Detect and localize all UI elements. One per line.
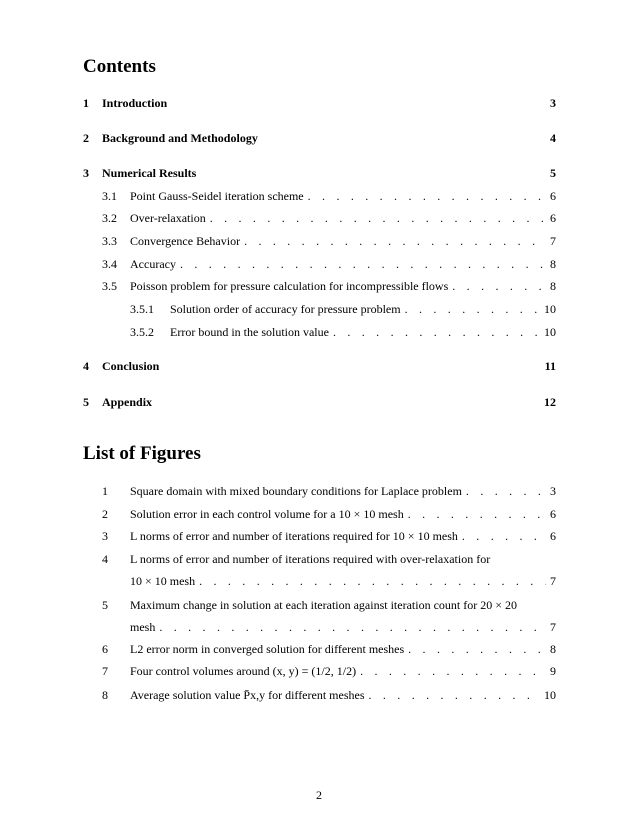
figure-entry-3[interactable]: [102, 529, 556, 544]
figure-number: 5: [102, 598, 108, 612]
subsection-page: 8: [550, 257, 556, 271]
section-page: 3: [550, 96, 556, 110]
contents-heading: Contents: [83, 56, 156, 77]
figure-entry-8[interactable]: [102, 688, 556, 703]
figure-title: Average solution value P̄x,y for different meshes: [130, 688, 365, 702]
figure-number: 2: [102, 507, 108, 521]
subsection-page: 6: [550, 189, 556, 203]
figure-title: Maximum change in solution at each iteration against iteration count for 20 × 20: [130, 598, 517, 612]
subsection-number: 3.1: [102, 189, 117, 203]
toc-subsection-3-1[interactable]: [102, 189, 556, 204]
figure-page: 7: [550, 574, 556, 588]
subsubsection-number: 3.5.2: [130, 325, 154, 339]
toc-subsection-3-4[interactable]: [102, 257, 556, 272]
toc-subsection-3-3[interactable]: [102, 234, 556, 249]
subsection-title: Accuracy: [130, 257, 176, 271]
toc-section-3[interactable]: [83, 166, 556, 181]
subsection-number: 3.2: [102, 211, 117, 225]
figure-entry-4-line-2[interactable]: [130, 574, 556, 589]
figure-page: 6: [550, 507, 556, 521]
figure-entry-7[interactable]: [102, 664, 556, 679]
subsubsection-title: Error bound in the solution value: [170, 325, 329, 339]
dot-leader: [369, 688, 541, 703]
dot-leader: [360, 664, 546, 679]
section-number: 1: [83, 96, 89, 110]
subsubsection-number: 3.5.1: [130, 302, 154, 316]
figure-number: 7: [102, 664, 108, 678]
figure-entry-5-line-1[interactable]: [102, 598, 556, 613]
section-number: 5: [83, 395, 89, 409]
figure-title-continued: mesh: [130, 620, 156, 634]
subsection-number: 3.3: [102, 234, 117, 248]
section-title: Numerical Results: [102, 166, 197, 180]
figure-entry-6[interactable]: [102, 642, 556, 657]
figure-number: 1: [102, 484, 108, 498]
subsubsection-page: 10: [544, 302, 556, 316]
subsection-number: 3.4: [102, 257, 117, 271]
dot-leader: [405, 302, 540, 317]
section-title: Conclusion: [102, 359, 160, 373]
dot-leader: [408, 642, 546, 657]
toc-subsubsection-3-5-1[interactable]: [130, 302, 556, 317]
figure-entry-4-line-1[interactable]: [102, 552, 556, 567]
section-title: Introduction: [102, 96, 168, 110]
toc-section-5[interactable]: [83, 395, 556, 410]
toc-subsection-3-2[interactable]: [102, 211, 556, 226]
figure-title: Square domain with mixed boundary conditions for Laplace problem: [130, 484, 462, 498]
subsubsection-page: 10: [544, 325, 556, 339]
dot-leader: [408, 507, 546, 522]
section-number: 2: [83, 131, 89, 145]
figure-page: 6: [550, 529, 556, 543]
dot-leader: [452, 279, 546, 294]
figure-number: 8: [102, 688, 108, 702]
dot-leader: [180, 257, 546, 272]
section-number: 4: [83, 359, 89, 373]
figure-page: 10: [544, 688, 556, 702]
dot-leader: [333, 325, 540, 340]
subsubsection-title: Solution order of accuracy for pressure problem: [170, 302, 401, 316]
figure-page: 8: [550, 642, 556, 656]
dot-leader: [199, 574, 546, 589]
subsection-title: Poisson problem for pressure calculation for incompressible flows: [130, 279, 449, 293]
figure-page: 3: [550, 484, 556, 498]
toc-subsection-3-5[interactable]: [102, 279, 556, 294]
figure-title: L2 error norm in converged solution for different meshes: [130, 642, 405, 656]
subsection-page: 8: [550, 279, 556, 293]
figure-title: Four control volumes around (x, y) = (1/2, 1/2): [130, 664, 357, 678]
section-page: 4: [550, 131, 556, 145]
subsection-title: Convergence Behavior: [130, 234, 241, 248]
dot-leader: [466, 484, 546, 499]
subsection-page: 7: [550, 234, 556, 248]
dot-leader: [210, 211, 546, 226]
section-title: Appendix: [102, 395, 153, 409]
figure-number: 4: [102, 552, 108, 566]
figure-title: L norms of error and number of iterations required with over-relaxation for: [130, 552, 491, 566]
figure-title-continued: 10 × 10 mesh: [130, 574, 196, 588]
figure-number: 3: [102, 529, 108, 543]
figure-title: L norms of error and number of iterations required for 10 × 10 mesh: [130, 529, 458, 543]
figure-entry-5-line-2[interactable]: [130, 620, 556, 635]
figure-title: Solution error in each control volume for a 10 × 10 mesh: [130, 507, 404, 521]
section-number: 3: [83, 166, 89, 180]
toc-section-1[interactable]: [83, 96, 556, 111]
dot-leader: [159, 620, 546, 635]
figure-page: 7: [550, 620, 556, 634]
toc-section-2[interactable]: [83, 131, 556, 146]
figure-number: 6: [102, 642, 108, 656]
subsection-number: 3.5: [102, 279, 117, 293]
dot-leader: [244, 234, 546, 249]
subsection-title: Over-relaxation: [130, 211, 206, 225]
toc-subsubsection-3-5-2[interactable]: [130, 325, 556, 340]
subsection-page: 6: [550, 211, 556, 225]
page-number: 2: [316, 788, 322, 802]
figure-entry-2[interactable]: [102, 507, 556, 522]
figure-entry-1[interactable]: [102, 484, 556, 499]
dot-leader: [308, 189, 546, 204]
section-page: 11: [544, 359, 556, 373]
figure-page: 9: [550, 664, 556, 678]
subsection-title: Point Gauss-Seidel iteration scheme: [130, 189, 304, 203]
section-title: Background and Methodology: [102, 131, 258, 145]
toc-section-4[interactable]: [83, 359, 556, 374]
section-page: 5: [550, 166, 556, 180]
list-of-figures-heading: List of Figures: [83, 443, 201, 464]
dot-leader: [462, 529, 546, 544]
section-page: 12: [544, 395, 556, 409]
